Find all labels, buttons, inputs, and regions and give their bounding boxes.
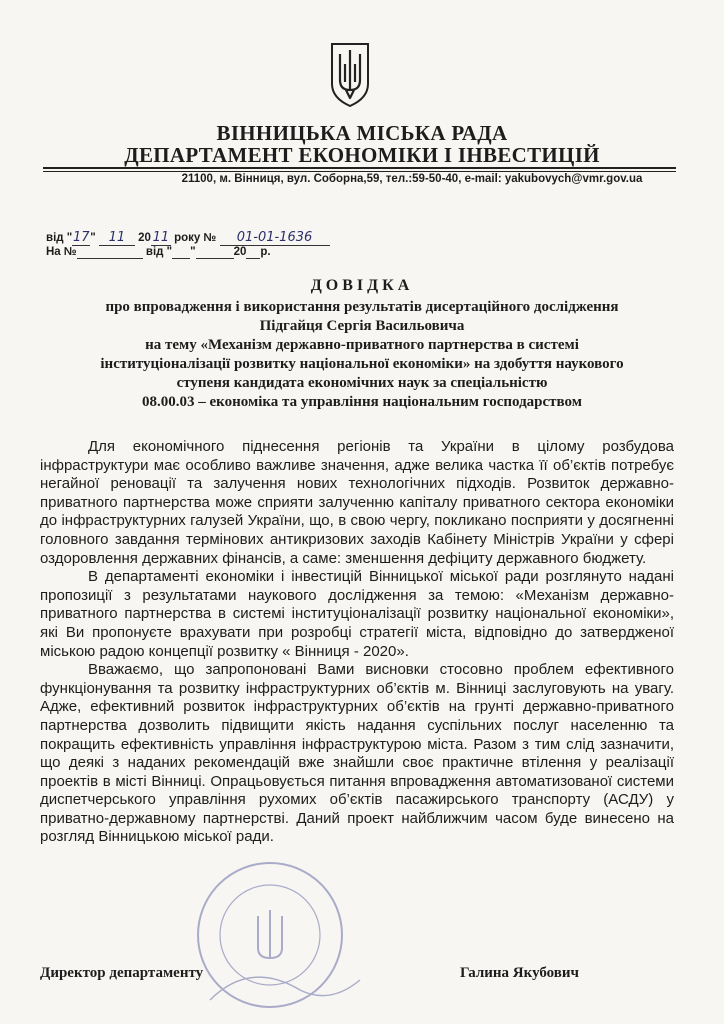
- paragraph: В департаменті економіки і інвестицій Вінницької міської ради розглянуто надані пропозиції з результатами наукового дослідження за темою: «Механізм державно-приватного партнерства в системі інституціоналізації розвитку національної економіки», які Ви пропонуєте врахувати при розробці стратегії міста, відповідно до затвердженої міською радою концепції розвитку « Вінниця - 2020».: [40, 568, 674, 660]
- document-title: ДОВІДКА: [310, 277, 414, 294]
- year-label: року №: [174, 232, 217, 244]
- reg-number: 01-01-1636: [220, 230, 330, 246]
- document-subtitle: [40, 298, 684, 412]
- ref-from-label: від ": [145, 246, 173, 258]
- contact-line: 21100, м. Вінниця, вул. Соборна,59, тел.:59-50-40, e-mail: yakubovych@vmr.gov.ua: [181, 173, 643, 185]
- subtitle-line: 08.00.03 – економіка та управління національним господарством: [142, 394, 582, 410]
- subtitle-line: на тему «Механізм державно-приватного партнерства в системі: [145, 337, 579, 353]
- reference-line: [46, 246, 271, 259]
- from-label: від ": [46, 232, 73, 244]
- signatory-position: Директор департаменту: [40, 965, 204, 981]
- ref-end: р.: [260, 246, 271, 258]
- subtitle-line: про впровадження і використання результатів дисертаційного дослідження: [105, 299, 619, 315]
- reg-month: 11: [99, 230, 135, 246]
- subtitle-line: Підгайця Сергія Васильовича: [259, 318, 465, 334]
- department-name: ДЕПАРТАМЕНТ ЕКОНОМІКИ І ІНВЕСТИЦІЙ: [124, 143, 600, 167]
- paragraph: Для економічного піднесення регіонів та України в цілому розбудова інфраструктури має особливо важливе значення, адже велика частка її об’єктів потребує негайної реновації та залучення нових технологічних підходів. Розвиток державно-приватного партнерства може сприяти залученню капіталу приватного сектора економіки до інфраструктурних галузей України, що, в свою чергу, покликано посприяти у досягненні головного завдання термінових антикризових заходів Кабінету Міністрів України у сфері оздоровлення державних фінансів, а саме: зменшення дефіциту державного бюджету.: [40, 438, 674, 567]
- ref-label: На №: [46, 246, 77, 258]
- year-prefix: 20: [138, 232, 151, 244]
- official-seal-stamp: [170, 840, 370, 1010]
- registration-line: [46, 230, 330, 246]
- subtitle-line: ступеня кандидата економічних наук за спеціальністю: [176, 375, 548, 391]
- quote-mark: ": [90, 232, 96, 244]
- paragraph: Вважаємо, що запропоновані Вами висновки стосовно проблем ефективного функціонування та розвитку інфраструктурних об’єктів м. Вінниці заслуговують на увагу. Адже, ефективний розвиток інфраструктурних об’єктів на грунті державно-приватного партнерства дозволить підвищити якість надання суспільних послуг населенню та покращить ефективність управління інфраструктурою міста. Разом з тим слід зазначити, що деякі з наданих рекомендацій вже знайшли своє практичне втілення у реалізації проектів в місті Вінниці. Опрацьовується питання впровадження автоматизованої системи диспетчерського управління рухомих об’єктів пасажирського транспорту (АСДУ) у приватно-державному партнерстві. Даний проект найближчим часом буде винесено на розгляд Вінницькою міської ради.: [40, 661, 674, 846]
- signatory-name: Галина Якубович: [460, 965, 580, 981]
- header-divider: [43, 167, 676, 169]
- header-divider-thin: [43, 171, 676, 172]
- reg-day: 17: [72, 230, 90, 245]
- document-body: [40, 438, 674, 847]
- organization-name: ВІННИЦЬКА МІСЬКА РАДА: [216, 121, 508, 145]
- subtitle-line: інституціоналізації розвитку національної економіки» на здобуття наукового: [100, 356, 624, 372]
- reg-year: 11: [152, 230, 170, 245]
- ref-year-label: 20: [233, 246, 247, 258]
- ref-quote: ": [190, 246, 196, 258]
- trident-emblem-icon: [328, 40, 372, 108]
